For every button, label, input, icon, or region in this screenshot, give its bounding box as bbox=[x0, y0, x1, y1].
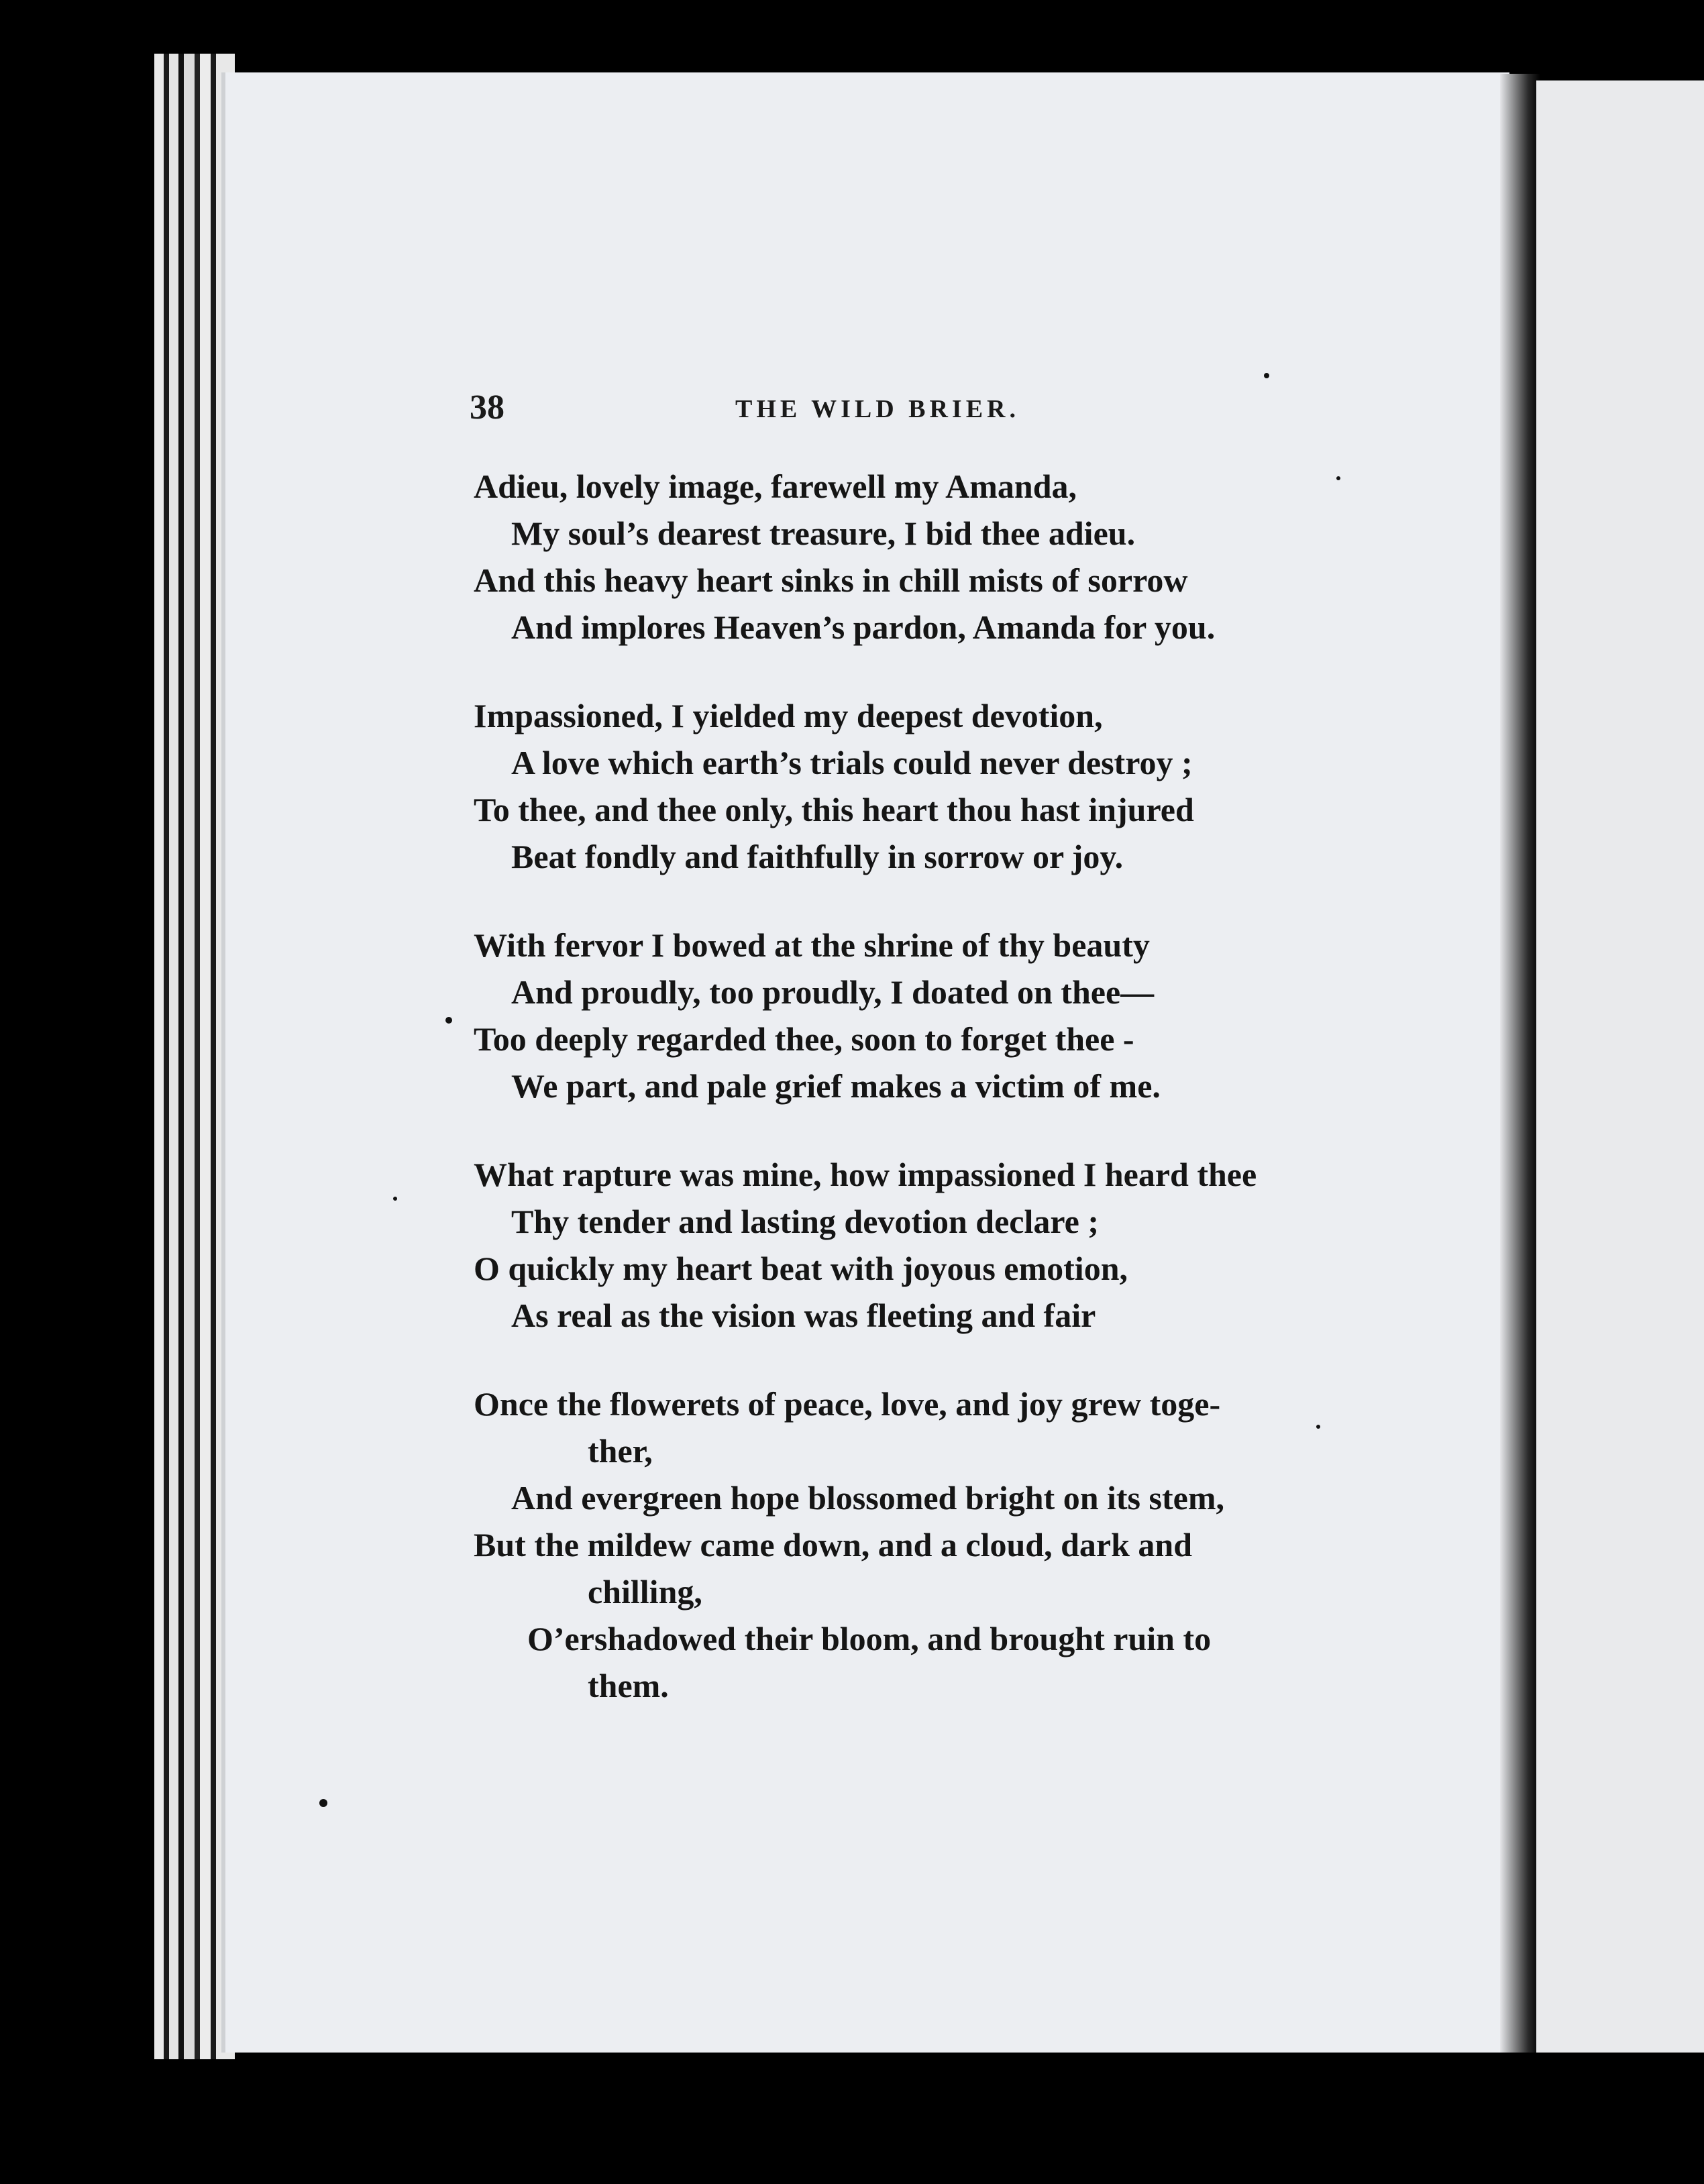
ink-speck bbox=[1264, 373, 1269, 378]
stanza bbox=[474, 463, 1346, 651]
poem-line: As real as the vision was fleeting and fair bbox=[511, 1297, 1096, 1334]
poem-line: Too deeply regarded thee, soon to forget thee - bbox=[474, 1020, 1134, 1058]
poem-line: A love which earth’s trials could never destroy ; bbox=[511, 744, 1193, 781]
scanner-bottom-border bbox=[0, 2087, 1704, 2184]
page-title: THE WILD BRIER. bbox=[735, 395, 1020, 423]
poem-line: them. bbox=[588, 1667, 669, 1704]
ink-speck bbox=[1336, 476, 1340, 480]
poem-line: ther, bbox=[588, 1432, 653, 1470]
stanza bbox=[474, 1151, 1346, 1339]
stanza bbox=[474, 1380, 1346, 1709]
poem-line: What rapture was mine, how impassioned I heard thee bbox=[474, 1156, 1257, 1193]
poem-line: And evergreen hope blossomed bright on its stem, bbox=[511, 1479, 1224, 1517]
poem-line: Impassioned, I yielded my deepest devotion, bbox=[474, 697, 1103, 734]
poem-line: And implores Heaven’s pardon, Amanda for you. bbox=[511, 608, 1216, 646]
gutter-shadow bbox=[1500, 74, 1540, 2053]
stanza bbox=[474, 922, 1346, 1109]
poem-line: Beat fondly and faithfully in sorrow or joy. bbox=[511, 838, 1124, 875]
poem-line: And this heavy heart sinks in chill mists of sorrow bbox=[474, 561, 1188, 599]
poem-line: O quickly my heart beat with joyous emotion, bbox=[474, 1250, 1128, 1287]
poem-line: We part, and pale grief makes a victim of me. bbox=[511, 1067, 1161, 1105]
poem-line: Adieu, lovely image, farewell my Amanda, bbox=[474, 468, 1077, 505]
running-head bbox=[470, 388, 1610, 428]
poem-line: But the mildew came down, and a cloud, dark and bbox=[474, 1526, 1192, 1564]
poem-line: Thy tender and lasting devotion declare ; bbox=[511, 1203, 1099, 1240]
poem-line: O’ershadowed their bloom, and brought ruin to bbox=[527, 1620, 1212, 1657]
poem-line: With fervor I bowed at the shrine of thy beauty bbox=[474, 926, 1150, 964]
poem-line: To thee, and thee only, this heart thou hast injured bbox=[474, 791, 1194, 828]
poem-line: And proudly, too proudly, I doated on thee— bbox=[511, 973, 1155, 1011]
ink-speck bbox=[445, 1017, 452, 1024]
ink-speck bbox=[393, 1197, 397, 1201]
stanza bbox=[474, 692, 1346, 880]
facing-page-edge bbox=[1536, 80, 1704, 2053]
ink-speck bbox=[1316, 1425, 1320, 1429]
poem-body bbox=[474, 463, 1346, 1751]
poem-line: chilling, bbox=[588, 1573, 702, 1610]
ink-speck bbox=[319, 1799, 327, 1807]
poem-line: Once the flowerets of peace, love, and joy grew toge- bbox=[474, 1385, 1221, 1423]
page-number: 38 bbox=[470, 388, 504, 427]
poem-line: My soul’s dearest treasure, I bid thee adieu. bbox=[511, 514, 1136, 552]
